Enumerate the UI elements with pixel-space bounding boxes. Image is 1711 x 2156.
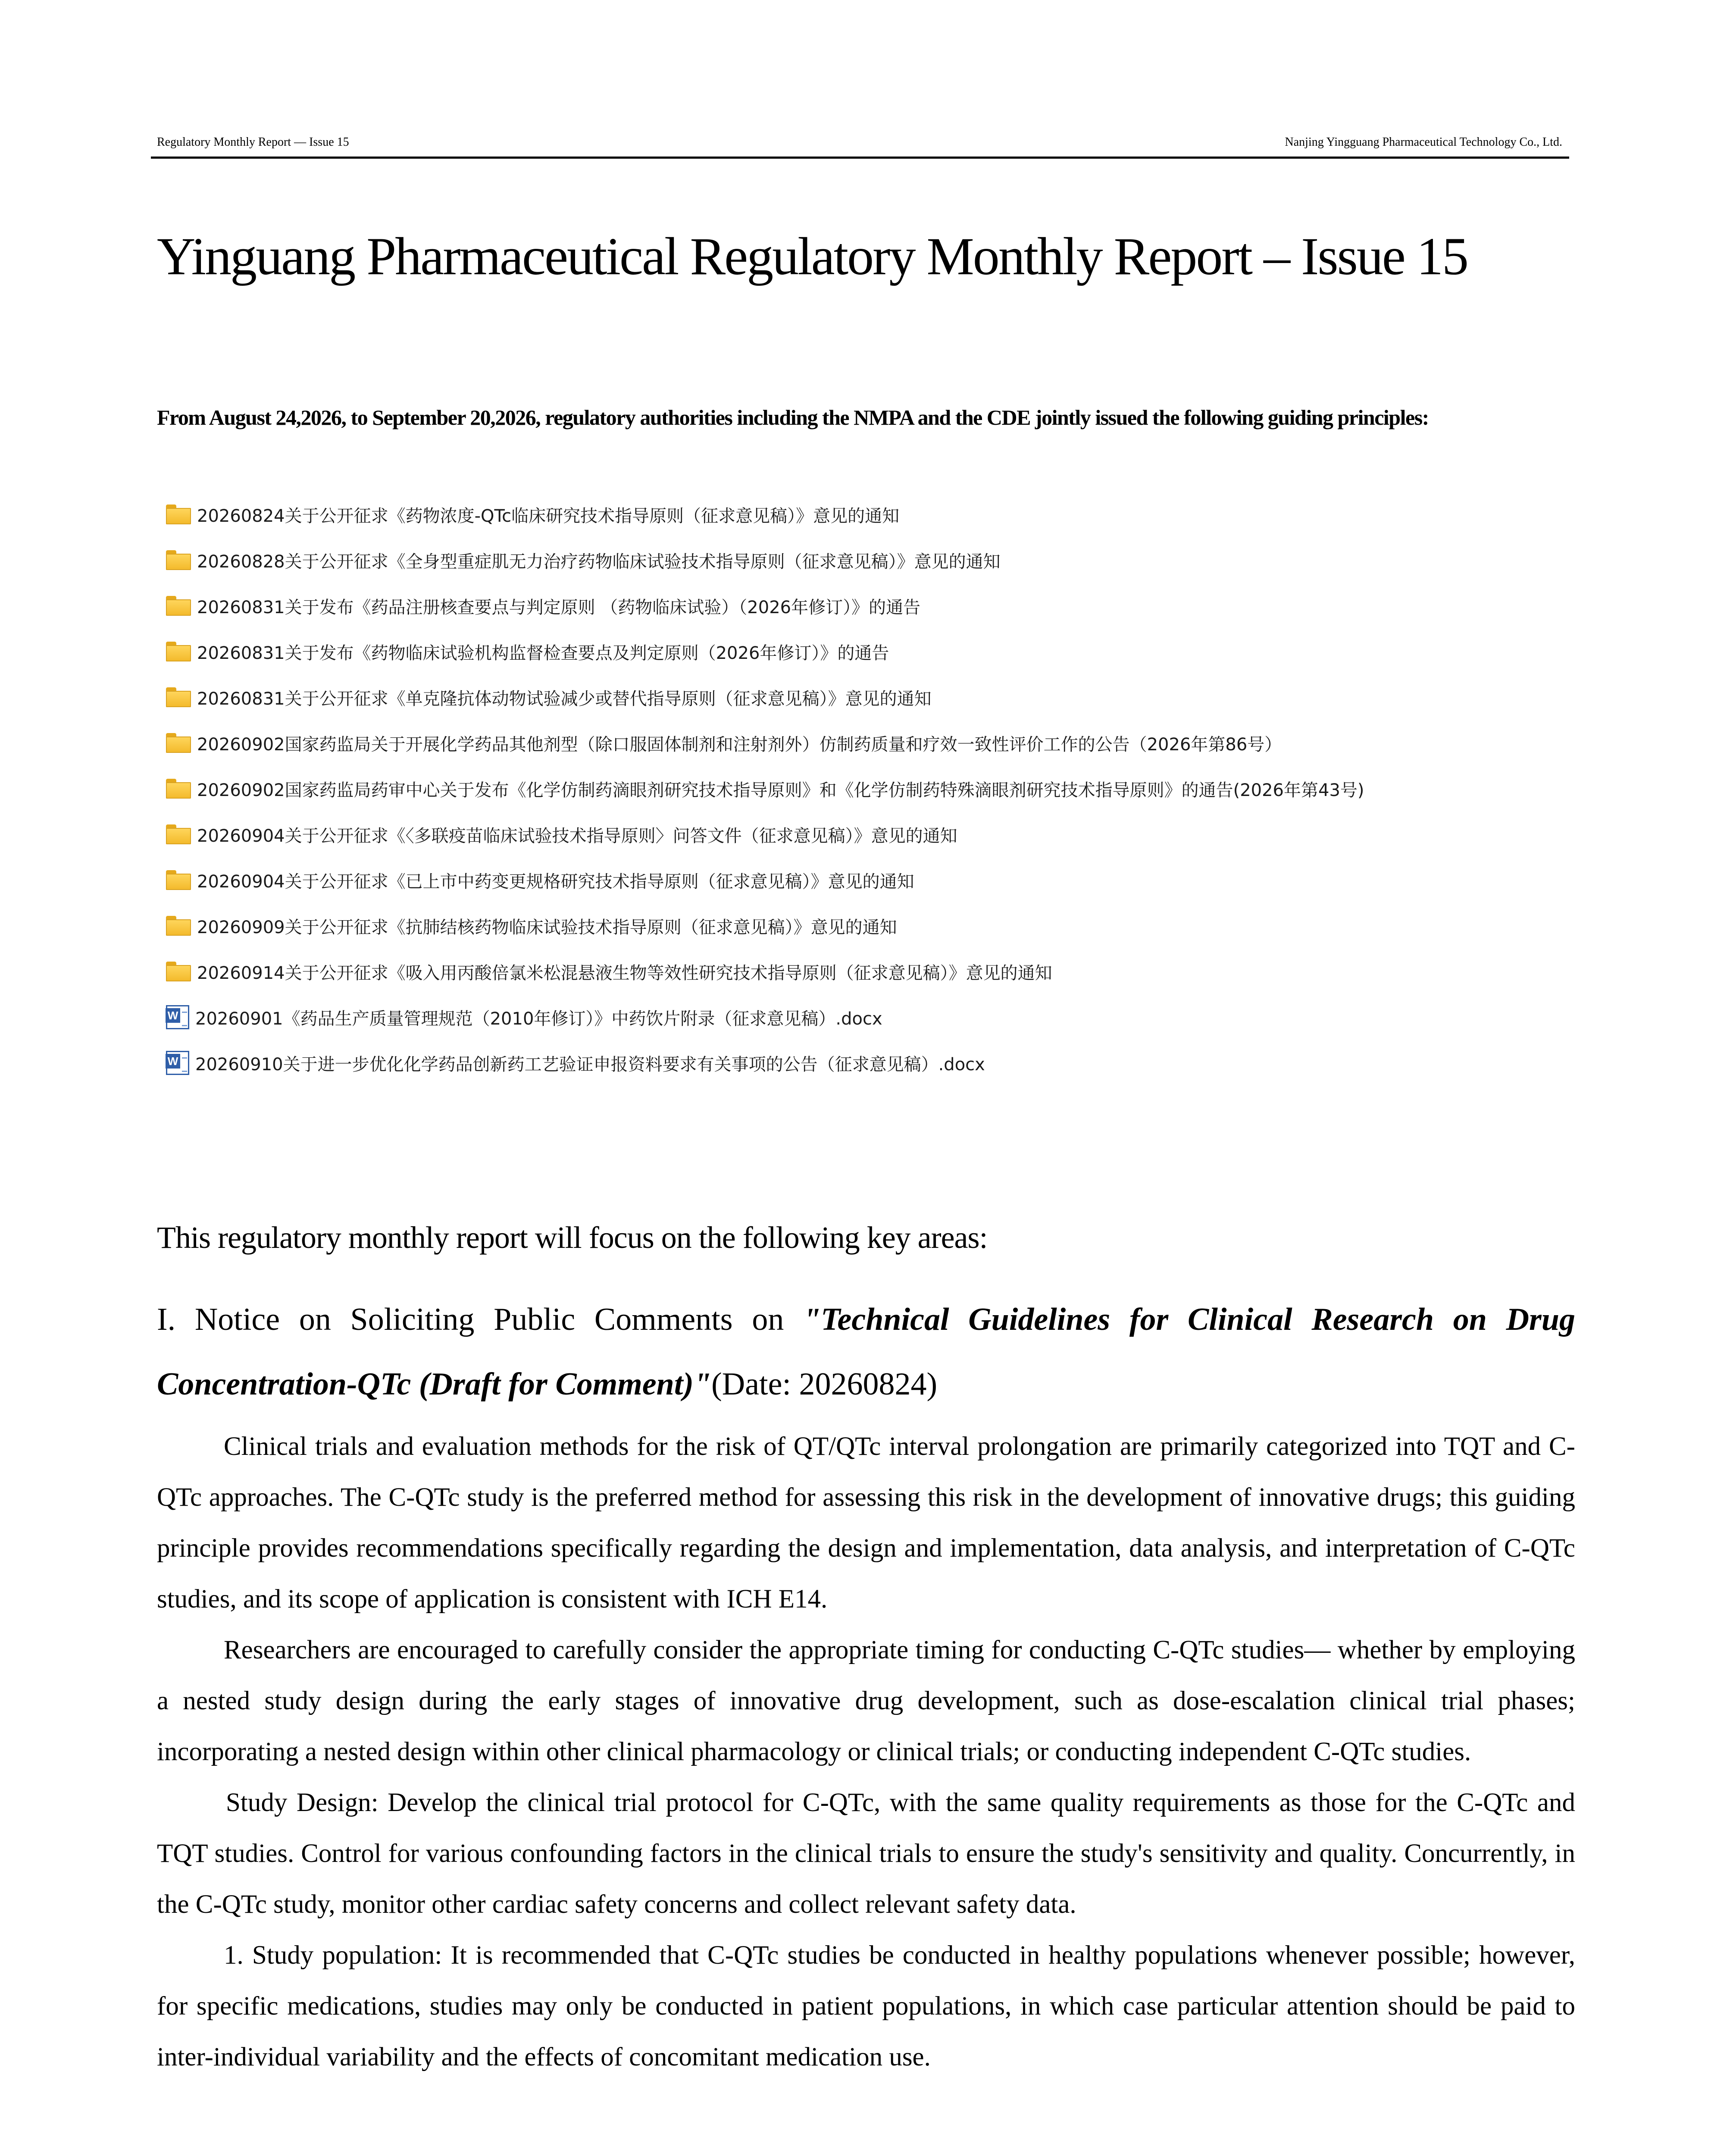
folder-icon: [166, 870, 191, 890]
file-list-item[interactable]: [166, 1040, 1589, 1086]
paragraph-1: Clinical trials and evaluation methods for the risk of QT/QTc interval prolongation are primarily categorized into TQT and C-QTc approaches. The C-QTc study is the preferred method for assessing this risk in the development of innovative drugs; this guiding principle provides recommendations specifically regarding the design and implementation, data analysis, and interpretation of C-QTc studies, and its scope of application is consistent with ICH E14.: [157, 1432, 1575, 1614]
file-list-item[interactable]: [166, 766, 1589, 812]
file-name: 20260831关于公开征求《单克隆抗体动物试验减少或替代指导原则（征求意见稿）》意见的通知: [197, 689, 932, 709]
report-title: Yinguang Pharmaceutical Regulatory Monthly Report – Issue 15: [157, 227, 1467, 286]
file-list-item[interactable]: [166, 674, 1589, 720]
file-name: 20260910关于进一步优化化学药品创新药工艺验证申报资料要求有关事项的公告（征求意见稿）.docx: [195, 1054, 985, 1075]
file-list-item[interactable]: [166, 720, 1589, 766]
file-list-item[interactable]: [166, 903, 1589, 949]
file-name: 20260914关于公开征求《吸入用丙酸倍氯米松混悬液生物等效性研究技术指导原则（征求意见稿）》意见的通知: [197, 963, 1052, 983]
folder-icon: [166, 733, 191, 753]
file-list-item[interactable]: [166, 994, 1589, 1040]
file-name: 20260909关于公开征求《抗肺结核药物临床试验技术指导原则（征求意见稿）》意见的通知: [197, 917, 897, 937]
file-list-item[interactable]: [166, 812, 1589, 857]
file-name: 20260902国家药监局关于开展化学药品其他剂型（除口服固体制剂和注射剂外）仿制药质量和疗效一致性评价工作的公告（2026年第86号）: [197, 734, 1282, 755]
folder-icon: [166, 916, 191, 936]
word-doc-icon: [166, 1051, 189, 1075]
file-list-item[interactable]: [166, 949, 1589, 994]
word-doc-icon: [166, 1005, 189, 1029]
paragraph-4: 1. Study population: It is recommended that C-QTc studies be conducted in healthy populations whenever possible; however, for specific medications, studies may only be conducted in patient populations, in which case particular attention should be paid to inter-individual variability and the effects of concomitant medication use.: [157, 1941, 1575, 2071]
file-list-item[interactable]: [166, 857, 1589, 903]
focus-heading: This regulatory monthly report will focus on the following key areas:: [157, 1220, 988, 1255]
file-name: 20260901《药品生产质量管理规范（2010年修订）》中药饮片附录（征求意见稿）.docx: [195, 1009, 882, 1029]
file-name: 20260828关于公开征求《全身型重症肌无力治疗药物临床试验技术指导原则（征求意见稿）》意见的通知: [197, 552, 1001, 572]
folder-icon: [166, 962, 191, 981]
section-1-date: (Date: 20260824): [711, 1366, 938, 1402]
file-list-item[interactable]: [166, 583, 1589, 629]
file-name: 20260824关于公开征求《药物浓度-QTc临床研究技术指导原则（征求意见稿）》意见的通知: [197, 506, 900, 526]
file-name: 20260904关于公开征求《已上市中药变更规格研究技术指导原则（征求意见稿）》意见的通知: [197, 871, 914, 892]
section-1-heading: [157, 1287, 1575, 1416]
guideline-file-list: [166, 492, 1589, 1086]
folder-icon: [166, 596, 191, 616]
folder-icon: [166, 550, 191, 570]
running-header-left: Regulatory Monthly Report — Issue 15: [157, 135, 349, 149]
folder-icon: [166, 779, 191, 799]
file-name: 20260831关于发布《药物临床试验机构监督检查要点及判定原则（2026年修订）》的通告: [197, 643, 889, 663]
file-list-item[interactable]: [166, 537, 1589, 583]
running-header-right: Nanjing Yingguang Pharmaceutical Technology Co., Ltd.: [1285, 135, 1562, 149]
paragraph-3: Study Design: Develop the clinical trial protocol for C-QTc, with the same quality requirements as those for the C-QTc and TQT studies. Control for various confounding factors in the clinical trials to ensure the study's sensitivity and quality. Concurrently, in the C-QTc study, monitor other cardiac safety concerns and collect relevant safety data.: [157, 1788, 1575, 1919]
folder-icon: [166, 642, 191, 661]
file-list-item[interactable]: [166, 629, 1589, 674]
section-1-body: [157, 1421, 1575, 2083]
file-list-item[interactable]: [166, 492, 1589, 537]
file-name: 20260904关于公开征求《〈多联疫苗临床试验技术指导原则〉问答文件（征求意见稿）》意见的通知: [197, 826, 957, 846]
paragraph-2: Researchers are encouraged to carefully consider the appropriate timing for conducting C-QTc studies— whether by employing a nested study design during the early stages of innovative drug development, such as dose-escalation clinical trial phases; incorporating a nested design within other clinical pharmacology or clinical trials; or conducting independent C-QTc studies.: [157, 1636, 1575, 1766]
file-name: 20260902国家药监局药审中心关于发布《化学仿制药滴眼剂研究技术指导原则》和《化学仿制药特殊滴眼剂研究技术指导原则》的通告(2026年第43号): [197, 780, 1364, 800]
folder-icon: [166, 824, 191, 844]
folder-icon: [166, 505, 191, 524]
section-1-guideline-title: "Technical Guidelines for Clinical Research on Drug Concentration-QTc (Draft for Comment)": [157, 1302, 1575, 1402]
header-rule: [151, 157, 1569, 159]
folder-icon: [166, 687, 191, 707]
file-name: 20260831关于发布《药品注册核查要点与判定原则 （药物临床试验）（2026年修订）》的通告: [197, 597, 921, 617]
section-1-prefix: I. Notice on Soliciting Public Comments on: [157, 1302, 804, 1337]
intro-statement: From August 24,2026, to September 20,2026, regulatory authorities including the NMPA and the CDE jointly issued the following guiding principles:: [157, 405, 1429, 429]
